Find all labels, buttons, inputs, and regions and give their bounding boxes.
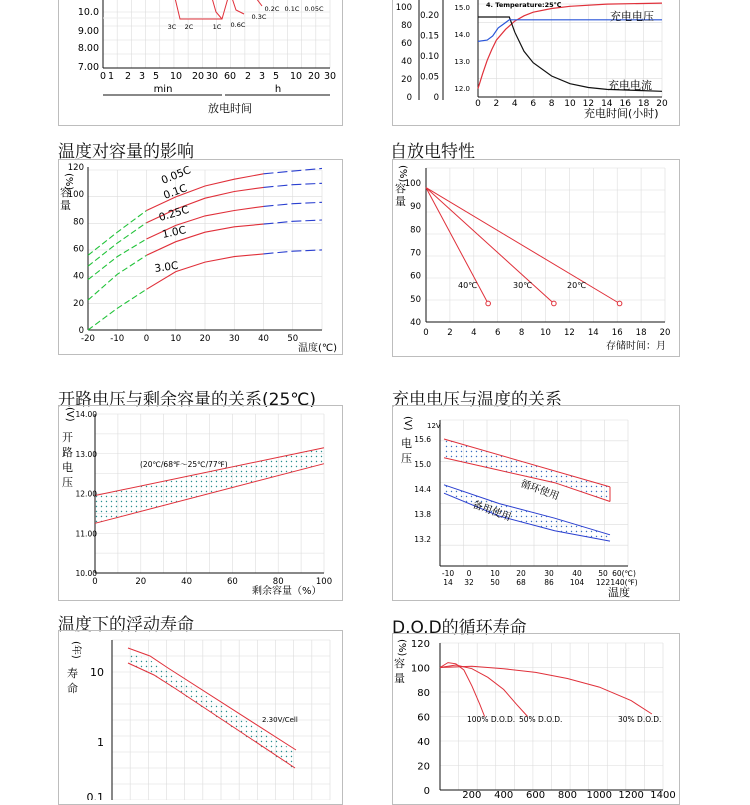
charge-voltage-temperature-x-tick-c: -10 [441,569,455,578]
discharge-x-tick: 2 [124,71,132,82]
discharge-x-tick: 20 [307,71,321,82]
charge-voltage-temperature-y-tick: 15.0 [414,460,431,469]
discharge-curve-label: 0.1C [284,5,300,13]
dod-cycle-life-y-tick: 120 [410,639,430,650]
ocv-capacity-annotation: (20℃/68℉～25℃/77℉) [140,460,228,469]
self-discharge-ylabel-unit: (%) [397,165,408,183]
discharge-x-tick: 20 [191,71,205,82]
self-discharge-title: 自放电特性 [390,142,475,162]
temperature-capacity-series-label: 0.1C [161,182,189,202]
dod-cycle-life-ylabel-1: 容 [394,657,405,670]
discharge-curve-2c [212,0,222,19]
self-discharge-y-tick: 60 [410,271,421,282]
dod-cycle-life-series-line [440,666,652,714]
charge-x-tick: 20 [656,99,668,109]
charge-voltage-temperature-x-tick-c: 60(℃) [612,569,636,578]
dod-cycle-life-x-tick: 1400 [650,790,676,800]
charge-inner-y-tick: 13.0 [454,58,470,66]
temperature-capacity-grid [88,170,322,330]
self-discharge-chart [395,165,670,352]
discharge-x-tick: 10 [289,71,303,82]
dod-cycle-life-ylabel-unit: (%) [396,639,407,657]
discharge-y-tick: 9.00 [77,26,99,37]
ocv-capacity-y-tick: 12.00 [75,489,97,499]
ocv-capacity-x-tick: 80 [272,577,284,587]
discharge-curve-label: 2C [184,23,194,31]
charge-xlabel: 充电时间(小时) [584,107,659,120]
ocv-capacity-ylabel-3: 电 [62,461,73,474]
self-discharge-grid [426,168,665,322]
charge-outer-y-tick: 60 [401,39,412,49]
dod-cycle-life-chart [394,639,676,800]
temperature-capacity-series-label: 3.0C [153,259,180,275]
charge-mid-y-tick: 0.15 [420,31,439,42]
dod-cycle-life-ylabel-2: 量 [394,672,405,685]
charge-x-tick: 6 [530,99,537,109]
self-discharge-x-tick: 2 [447,328,453,338]
temperature-capacity-x-tick: 30 [228,334,240,344]
discharge-x-tick: 30 [323,71,337,82]
self-discharge-x-tick: 10 [540,328,551,338]
discharge-y-tick: 7.00 [77,62,99,73]
discharge-xlabel: 放电时间 [208,102,252,115]
charge-outer-y-tick: 20 [401,75,412,85]
charge-x-tick: 12 [582,99,595,109]
discharge-unit-min: min [153,84,173,95]
ocv-capacity-ylabel-2: 路 [62,446,73,459]
charge-voltage-temperature-x-tick-f: 104 [569,578,585,587]
charge-current-label: 充电电流 [608,79,652,92]
charge-voltage-temperature-x-tick-c: 30 [544,569,554,578]
dod-cycle-life-y-tick: 0 [423,786,430,797]
charge-voltage-temperature-ylabel-2: 压 [401,452,412,465]
charge-mid-y-tick: 0.05 [420,72,439,83]
charge-voltage-temperature-chart [401,416,638,599]
self-discharge-series-label: 20℃ [567,281,587,290]
float-life-title: 温度下的浮动寿命 [58,615,194,635]
charge-x-tick: 18 [637,99,650,109]
temperature-capacity-y-tick: 60 [73,244,84,255]
discharge-x-tick: 5 [272,71,280,82]
discharge-curve-label: 0.05C [304,5,324,13]
dod-cycle-life-x-tick: 200 [462,790,482,800]
temperature-capacity-x-tick: 10 [170,334,182,344]
self-discharge-x-tick: 6 [494,328,501,338]
ocv-capacity-xlabel: 剩余容量（%） [252,586,322,597]
dod-cycle-life-y-tick: 100 [410,663,430,675]
charge-voltage-temperature-x-tick-f: 86 [544,578,554,587]
charge-mid-y-tick: 0.10 [420,52,439,62]
discharge-y-tick: 8.00 [77,43,99,54]
charge-voltage-temperature-x-tick-f: 140(℉) [610,578,638,587]
self-discharge-x-tick: 16 [611,328,623,338]
self-discharge-ylabel-2: 量 [395,195,406,208]
ocv-capacity-title: 开路电压与剩余容量的关系(25℃) [58,390,316,410]
discharge-x-tick: 1 [107,71,115,82]
dod-cycle-life-x-tick: 600 [526,790,546,800]
self-discharge-x-tick: 14 [587,328,599,338]
float-life-annotation: 2.30V/Cell [262,716,298,724]
charge-voltage-temperature-y-unit: 12V [427,422,441,430]
discharge-curve-label: 0.6C [230,21,246,29]
charge-voltage-temperature-y-tick: 13.2 [414,535,431,544]
ocv-capacity-x-tick: 20 [135,577,147,587]
self-discharge-x-tick: 0 [423,328,429,338]
charge-x-tick: 16 [619,99,631,109]
ocv-capacity-ylabel-1: 开 [62,431,73,444]
self-discharge-series-label: 30℃ [513,281,533,290]
ocv-capacity-y-tick: 10.00 [75,569,97,578]
self-discharge-end-point [552,301,557,306]
charge-x-tick: 8 [548,99,555,109]
discharge-curve-label: 3C [167,23,177,31]
self-discharge-x-tick: 8 [518,328,525,338]
ocv-capacity-y-tick: 13.00 [75,449,97,459]
self-discharge-y-tick: 80 [410,225,421,236]
float-life-ylabel-1: 寿 [67,667,78,680]
dod-cycle-life-y-tick: 60 [417,712,430,724]
self-discharge-y-tick: 40 [410,318,421,328]
temperature-capacity-x-tick: 40 [258,334,269,344]
temperature-capacity-x-tick: 0 [143,334,150,344]
ocv-capacity-y-tick: 11.00 [75,529,97,539]
ocv-capacity-ylabel-4: 压 [62,476,73,489]
charge-voltage-temperature-x-tick-c: 20 [516,569,526,578]
discharge-unit-h: h [274,84,282,95]
self-discharge-y-tick: 90 [410,202,421,213]
charge-voltage-temperature-band-fill [444,439,610,502]
temperature-capacity-title: 温度对容量的影响 [58,142,194,162]
charge-outer-y-tick: 0 [406,93,412,103]
self-discharge-x-tick: 12 [563,328,575,338]
dod-cycle-life-series-label: 100% D.O.D. [467,715,516,724]
self-discharge-end-point [617,301,622,306]
float-life-y-tick: 0.1 [86,791,104,800]
ocv-capacity-y-tick: 14.00 [75,410,97,419]
temperature-capacity-x-tick: -20 [81,334,95,344]
self-discharge-x-tick: 20 [659,328,671,338]
dod-cycle-life-x-tick: 400 [494,790,514,800]
temperature-capacity-y-tick: 80 [73,217,84,228]
ocv-capacity-chart [62,407,332,597]
self-discharge-series-label: 40℃ [458,281,478,290]
ocv-capacity-x-tick: 60 [226,577,238,587]
charge-voltage-temperature-ylabel-unit: (V) [402,416,413,431]
dod-cycle-life-y-tick: 80 [417,688,430,699]
charge-x-tick: 14 [601,99,613,109]
charge-voltage-temperature-ylabel-1: 电 [401,437,412,450]
discharge-x-tick: 2 [244,71,252,82]
charge-voltage-label: 充电电压 [610,10,654,23]
self-discharge-x-tick: 18 [635,328,647,338]
temperature-capacity-series-label: 0.05C [159,164,193,187]
discharge-x-tick: 5 [152,71,160,82]
charge-x-tick: 0 [475,99,481,109]
charge-voltage-temperature-band-label-cycle: 循环使用 [518,478,561,503]
charge-voltage-temperature-y-tick: 15.6 [414,435,431,444]
discharge-x-tick: 3 [138,71,146,82]
temperature-capacity-ylabel-2: 量 [60,199,71,212]
dod-cycle-life-x-tick: 1200 [618,790,644,800]
charge-x-tick: 10 [564,99,576,109]
ocv-capacity-x-tick: 0 [92,577,98,587]
self-discharge-xlabel: 存储时间：月 [606,341,666,352]
discharge-x-tick: 10 [169,71,183,82]
charge-voltage-temperature-title: 充电电压与温度的关系 [392,390,562,410]
charge-x-tick: 2 [493,99,500,109]
temperature-capacity-series-label: 1.0C [161,224,188,241]
charge-x-tick: 4 [511,99,518,109]
discharge-x-tick: 30 [205,71,219,82]
discharge-chart [78,0,336,115]
charge-voltage-temperature-x-tick-c: 40 [572,569,582,578]
self-discharge-series-line [426,188,554,304]
self-discharge-ylabel-1: 容 [395,182,406,195]
float-life-ylabel-unit: (年) [70,641,81,659]
charge-voltage-temperature-x-tick-f: 32 [464,578,474,587]
self-discharge-x-tick: 4 [471,328,477,338]
ocv-capacity-x-tick: 100 [315,577,333,587]
charge-outer-y-tick: 80 [401,21,412,31]
charge-voltage-temperature-x-tick-c: 10 [490,569,500,578]
dod-cycle-life-x-tick: 1000 [586,790,613,800]
charge-annotation: 4. Temperature:25℃ [486,1,562,9]
self-discharge-y-tick: 50 [410,294,421,305]
discharge-x-tick: 3 [258,71,266,82]
charge-outer-y-tick: 40 [401,57,412,67]
temperature-capacity-y-tick: 20 [73,298,84,309]
self-discharge-y-tick: 100 [404,179,421,189]
discharge-curve-label: 0.3C [251,13,267,21]
float-life-y-tick: 10 [90,666,104,679]
charge-voltage-temperature-x-tick-f: 122 [595,578,611,587]
charge-voltage-temperature-x-tick-f: 68 [516,578,526,587]
charge-voltage-temperature-x-tick-c: 0 [466,569,472,578]
temperature-capacity-y-tick: 100 [67,190,84,201]
charge-voltage-temperature-x-tick-c: 50 [598,569,608,578]
charge-chart [396,0,668,120]
temperature-capacity-y-tick: 40 [73,271,84,282]
dod-cycle-life-y-tick: 20 [417,761,430,773]
float-life-y-tick: 1 [97,736,104,749]
temperature-capacity-x-tick: -10 [110,334,125,344]
dod-cycle-life-series-label: 50% D.O.D. [519,715,563,724]
temperature-capacity-x-tick: 20 [199,334,211,344]
temperature-capacity-chart [60,163,337,354]
dod-cycle-life-title: D.O.D的循环寿命 [392,618,527,638]
charge-inner-y-tick: 12.0 [454,85,470,93]
charge-mid-y-tick: 0.20 [420,11,439,21]
float-life-chart [67,640,330,800]
charge-voltage-temperature-band-label-standby: 备用使用 [470,499,513,524]
ocv-capacity-ylabel-unit: (V) [64,407,75,422]
temperature-capacity-series-label: 0.25C [157,203,191,224]
charge-voltage-temperature-x-tick-f: 14 [443,578,453,587]
charge-voltage-temperature-xlabel: 温度 [608,586,630,599]
self-discharge-y-tick: 70 [410,248,421,259]
charge-outer-y-tick: 100 [395,3,412,13]
discharge-x-tick: 0 [99,71,107,82]
discharge-x-tick: 60 [223,71,237,82]
temperature-capacity-x-tick: 50 [287,334,299,344]
charge-inner-y-tick: 14.0 [454,31,470,39]
float-life-ylabel-2: 命 [67,682,78,695]
self-discharge-end-point [486,301,491,306]
temperature-capacity-y-tick: 0 [78,326,84,336]
charge-mid-y-tick: 0 [433,93,439,103]
temperature-capacity-y-tick: 120 [67,163,84,173]
dod-cycle-life-x-tick: 800 [557,790,577,800]
discharge-curve-label: 0.2C [264,5,280,13]
charge-voltage-temperature-y-tick: 14.4 [414,485,431,494]
charge-inner-y-tick: 15.0 [454,4,470,12]
dod-cycle-life-series-line [440,663,485,717]
ocv-capacity-x-tick: 40 [181,577,193,587]
temperature-capacity-ylabel-unit: (%) [63,173,74,191]
temperature-capacity-xlabel: 温度(℃) [298,343,338,354]
discharge-y-tick: 10.0 [77,7,99,18]
dod-cycle-life-y-tick: 40 [417,737,430,748]
dod-cycle-life-series-label: 30% D.O.D. [618,715,662,724]
charge-voltage-temperature-x-tick-f: 50 [490,578,500,587]
temperature-capacity-ylabel-1: 容 [60,186,71,199]
discharge-curve-label: 1C [212,23,222,31]
charge-voltage-temperature-y-tick: 13.8 [414,510,431,519]
